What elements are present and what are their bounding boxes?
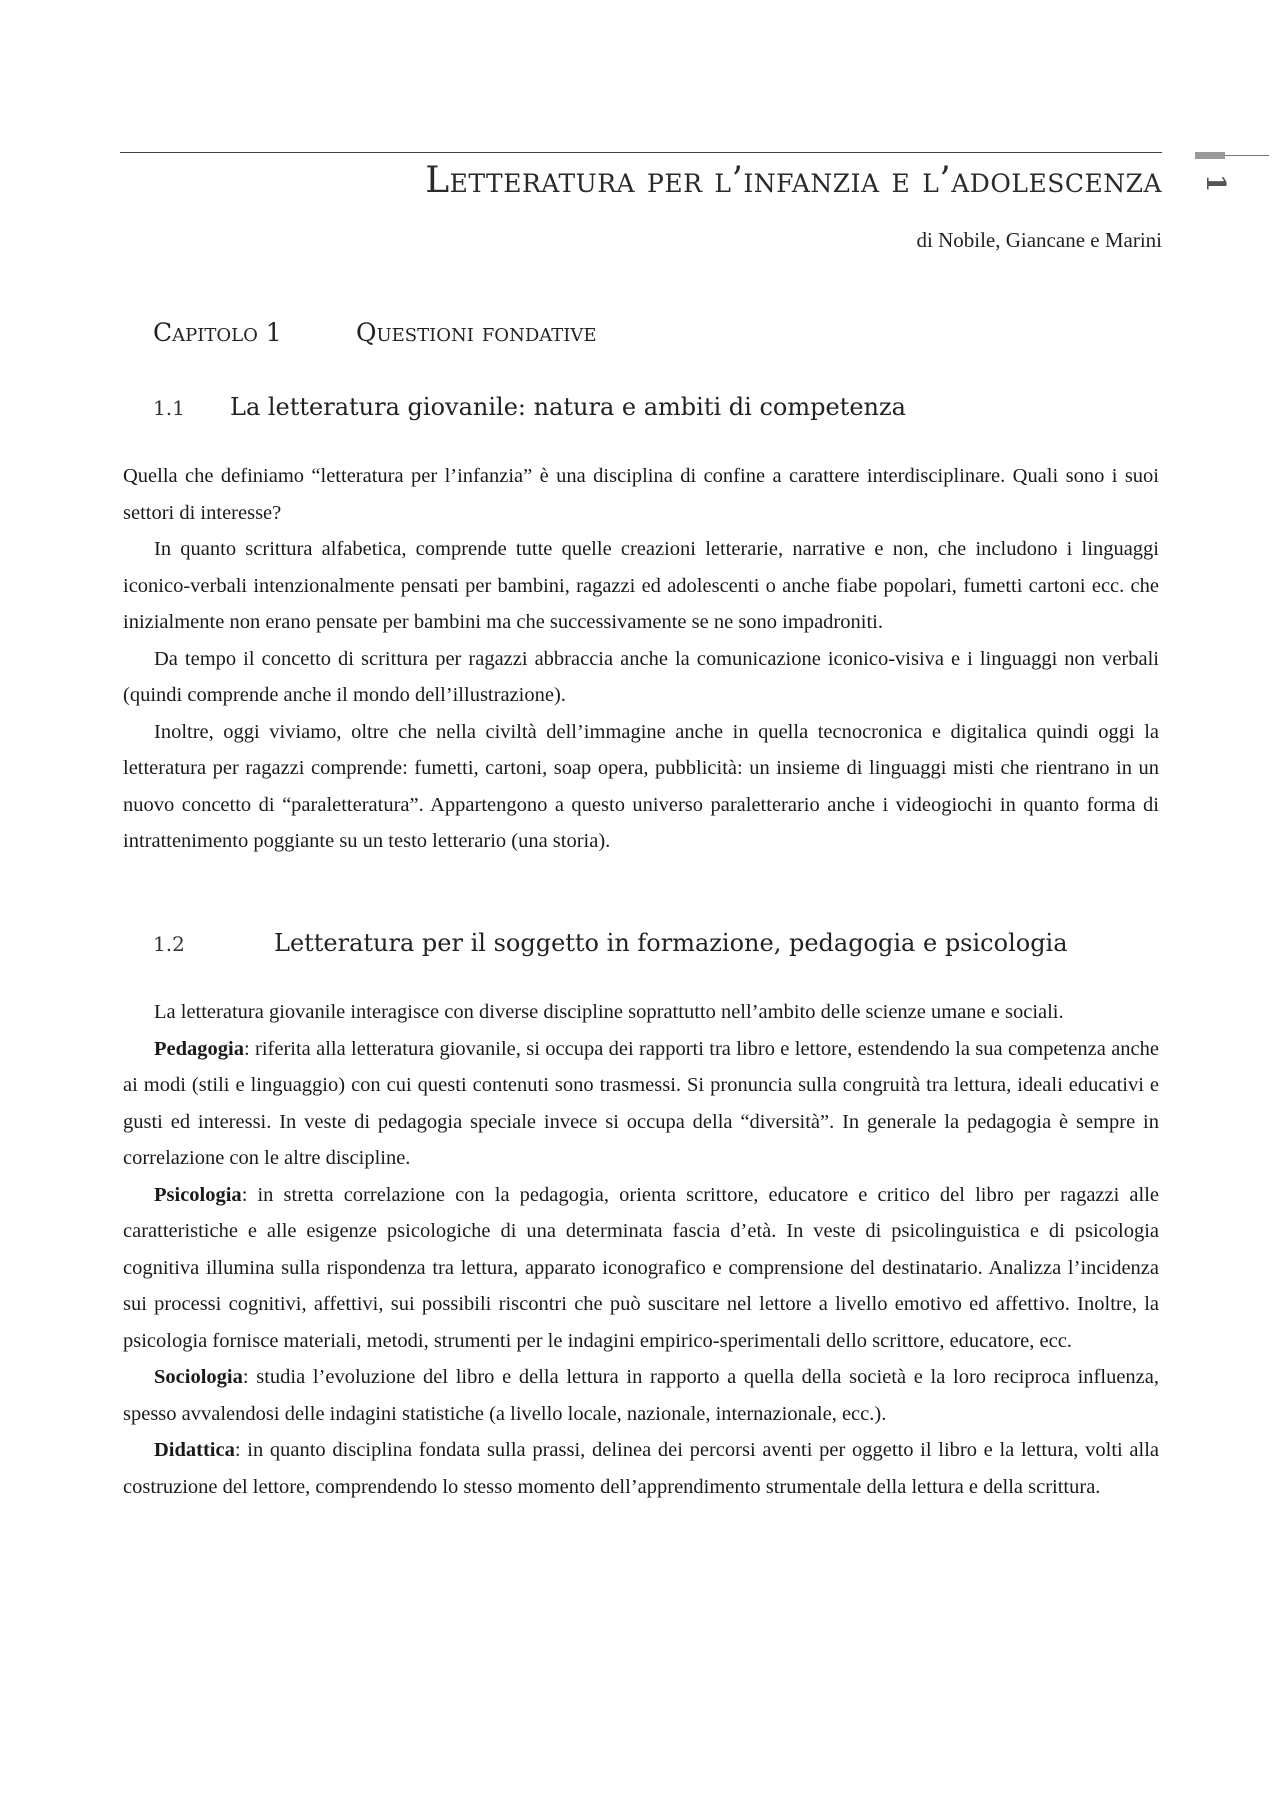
- definition-text: : riferita alla letteratura giovanile, si occupa dei rapporti tra libro e lettore, estendendo la sua competenza anche ai modi (stili e linguaggio) con cui questi contenuti sono trasmessi. Si pronuncia sulla congruità tra lettura, ideali educativi e gusti ed interessi. In veste di pedagogia speciale invece si occupa della “diversità”. In generale la pedagogia è sempre in correlazione con le altre discipline.: [123, 1037, 1159, 1169]
- definition-paragraph: [123, 1359, 1159, 1432]
- paragraph: Da tempo il concetto di scrittura per ragazzi abbraccia anche la comunicazione iconico-visiva e i linguaggi non verbali (quindi comprende anche il mondo dell’illustrazione).: [123, 647, 1159, 706]
- section-body: [123, 458, 1159, 860]
- definition-term: Pedagogia: [154, 1037, 244, 1060]
- chapter-label: Capitolo 1: [153, 318, 282, 347]
- section-number: 1.2: [153, 932, 185, 956]
- section-heading: [153, 393, 906, 421]
- section-number: 1.1: [153, 396, 185, 420]
- paragraph: Inoltre, oggi viviamo, oltre che nella civiltà dell’immagine anche in quella tecnocronica e digitalica quindi oggi la letteratura per ragazzi comprende: fumetti, cartoni, soap opera, pubblicità: un insieme di linguaggi misti che rientrano in un nuovo concetto di “paraletteratura”. Appartengono a questo universo paraletterario anche i videogiochi in quanto forma di intrattenimento poggiante su un testo letterario (una storia).: [123, 720, 1159, 852]
- chapter-heading: [153, 318, 597, 347]
- paragraph: La letteratura giovanile interagisce con diverse discipline soprattutto nell’ambito delle scienze umane e sociali.: [154, 1001, 1064, 1023]
- document-authors: di Nobile, Giancane e Marini: [916, 228, 1162, 252]
- chapter-title: Questioni fondative: [356, 318, 597, 347]
- section-body: [123, 994, 1159, 1505]
- definition-text: : studia l’evoluzione del libro e della lettura in rapporto a quella della società e la loro reciproca influenza, spesso avvalendosi delle indagini statistiche (a livello locale, nazionale, internazionale, ecc.).: [123, 1366, 1159, 1425]
- definition-paragraph: [123, 1177, 1159, 1360]
- paragraph: Quella che definiamo “letteratura per l’infanzia” è una disciplina di confine a carattere interdisciplinare. Quali sono i suoi settori di interesse?: [123, 465, 1159, 524]
- section-title: Letteratura per il soggetto in formazione, pedagogia e psicologia: [274, 929, 1068, 957]
- page-marker-bar: [1195, 152, 1225, 159]
- paragraph: In quanto scrittura alfabetica, comprende tutte quelle creazioni letterarie, narrative e non, che includono i linguaggi iconico-verbali intenzionalmente pensati per bambini, ragazzi ed adolescenti o anche fiabe popolari, fumetti cartoni ecc. che inizialmente non erano pensate per bambini ma che successivamente se ne sono impadroniti.: [123, 538, 1159, 633]
- section-heading: [153, 929, 1068, 957]
- definition-term: Psicologia: [154, 1183, 242, 1206]
- document-title: Letteratura per l’infanzia e l’adolescenza: [425, 160, 1162, 201]
- definition-text: : in quanto disciplina fondata sulla prassi, delinea dei percorsi aventi per oggetto il libro e la lettura, volti alla costruzione del lettore, comprendendo lo stesso momento dell’apprendimento strumentale della lettura e della scrittura.: [123, 1439, 1159, 1498]
- definition-term: Didattica: [154, 1439, 235, 1461]
- page-marker-line: [1225, 155, 1269, 156]
- page-number: 1: [1200, 173, 1231, 193]
- definition-paragraph: [123, 1031, 1159, 1177]
- definition-paragraph: [123, 1432, 1159, 1505]
- definition-term: Sociologia: [154, 1366, 243, 1388]
- header-rule: [120, 152, 1162, 153]
- section-title: La letteratura giovanile: natura e ambiti di competenza: [230, 393, 906, 421]
- definition-text: : in stretta correlazione con la pedagogia, orienta scrittore, educatore e critico del libro per ragazzi alle caratteristiche e alle esigenze psicologiche di una determinata fascia d’età. In veste di psicolinguistica e di psicologia cognitiva illumina sulla rispondenza tra lettura, apparato iconografico e comprensione del destinatario. Analizza l’incidenza sui processi cognitivi, affettivi, sui possibili riscontri che può suscitare nel lettore a livello emotivo ed affettivo. Inoltre, la psicologia fornisce materiali, metodi, strumenti per le indagini empirico-sperimentali dello scrittore, educatore, ecc.: [123, 1183, 1159, 1352]
